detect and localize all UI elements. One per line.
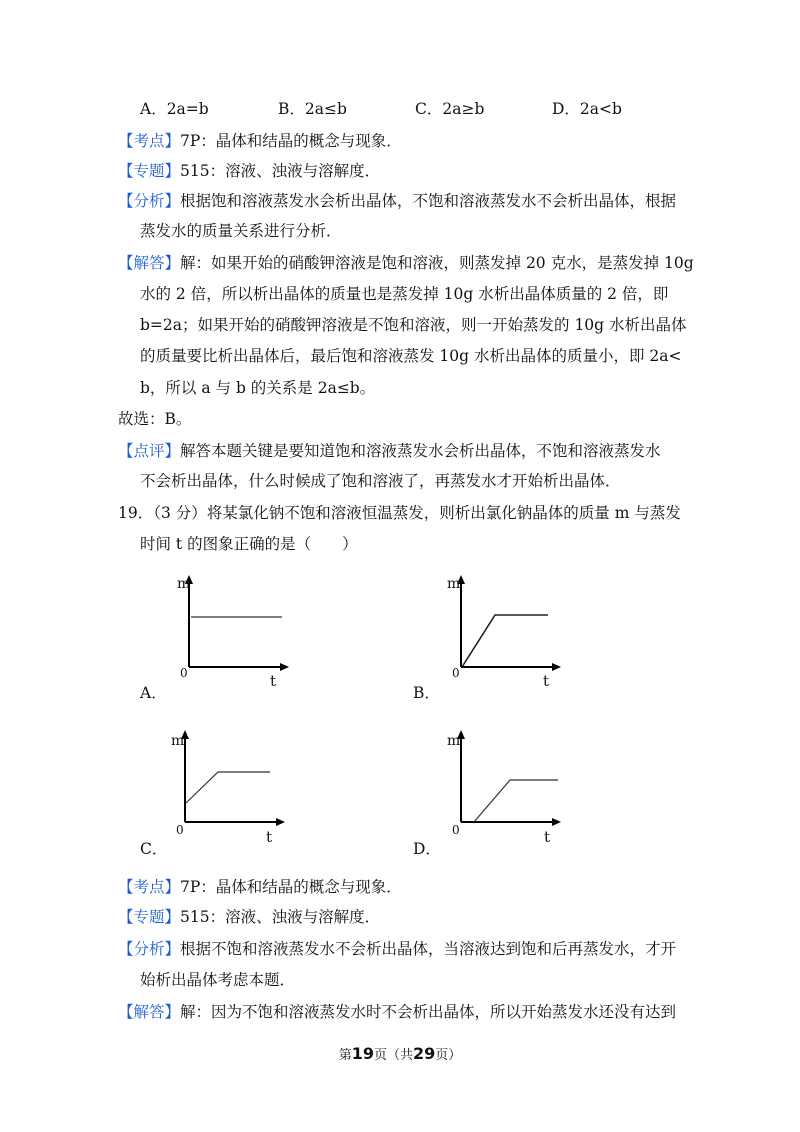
kaodian-row bbox=[118, 130, 402, 152]
graph-c-x-label: t bbox=[266, 828, 273, 846]
graph-d-y-label: m bbox=[447, 733, 461, 749]
q19-stem-line-2: 时间 t 的图象正确的是（ ） bbox=[140, 535, 358, 553]
graph-d-curve bbox=[474, 780, 558, 822]
jieda-row bbox=[118, 252, 694, 274]
fenxi-line-1: 根据饱和溶液蒸发水会析出晶体，不饱和溶液蒸发水不会析出晶体，根据 bbox=[180, 192, 677, 210]
fenxi-row bbox=[118, 190, 676, 212]
q19-jieda-tag: 【解答】 bbox=[118, 1003, 181, 1021]
jieda-line-4: 的质量要比析出晶体后，最后饱和溶液蒸发 10g 水析出晶体的质量小，即 2a< bbox=[140, 347, 682, 365]
q19-zhuanti-tag: 【专题】 bbox=[118, 908, 181, 926]
graph-c-origin: 0 bbox=[176, 823, 184, 837]
graph-b bbox=[452, 575, 572, 675]
graph-d-label: D． bbox=[413, 840, 441, 858]
dianping-row bbox=[118, 440, 661, 462]
jieda-tag: 【解答】 bbox=[118, 254, 181, 272]
graph-a-x-arrow bbox=[280, 663, 289, 671]
graph-d-origin: 0 bbox=[452, 823, 460, 837]
graph-d-x-label: t bbox=[544, 828, 551, 846]
q19-fenxi-tag: 【分析】 bbox=[118, 940, 181, 958]
graph-a-label: A． bbox=[140, 684, 167, 702]
graph-c-label: C． bbox=[140, 840, 168, 858]
graph-b-curve bbox=[462, 615, 548, 667]
dianping-line-1: 解答本题关键是要知道饱和溶液蒸发水会析出晶体，不饱和溶液蒸发水 bbox=[180, 442, 661, 460]
q19-fenxi-row bbox=[118, 938, 676, 960]
jieda-line-2: 水的 2 倍，所以析出晶体的质量也是蒸发掉 10g 水析出晶体质量的 2 倍，即 bbox=[140, 285, 669, 303]
jieda-line-3: b=2a；如果开始的硝酸钾溶液是不饱和溶液，则一开始蒸发的 10g 水析出晶体 bbox=[140, 316, 687, 334]
q19-kaodian-row bbox=[118, 876, 402, 898]
graph-a bbox=[180, 575, 300, 675]
graph-c-curve bbox=[186, 772, 270, 803]
fenxi-tag: 【分析】 bbox=[118, 192, 181, 210]
graph-c bbox=[176, 730, 296, 830]
q19-kaodian-tag: 【考点】 bbox=[118, 878, 181, 896]
option-a: A．2a=b bbox=[140, 100, 209, 118]
option-d: D．2a<b bbox=[552, 100, 622, 118]
graph-b-x-arrow bbox=[552, 663, 561, 671]
kaodian-tag: 【考点】 bbox=[118, 132, 181, 150]
jieda-line-5: b，所以 a 与 b 的关系是 2a≤b。 bbox=[140, 379, 376, 397]
dianping-line-2: 不会析出晶体，什么时候成了饱和溶液了，再蒸发水才开始析出晶体． bbox=[140, 472, 621, 490]
graph-a-x-label: t bbox=[270, 672, 277, 690]
option-c: C．2a≥b bbox=[415, 100, 485, 118]
graph-b-y-label: m bbox=[447, 576, 461, 592]
q19-fenxi-line-2: 始析出晶体考虑本题． bbox=[140, 971, 296, 989]
footer-total-pages: 29 bbox=[413, 1044, 436, 1063]
q19-zhuanti-text: 515：溶液、浊液与溶解度． bbox=[180, 908, 381, 926]
jieda-line-1: 解：如果开始的硝酸钾溶液是饱和溶液，则蒸发掉 20 克水，是蒸发掉 10g bbox=[180, 254, 694, 272]
kaodian-text: 7P：晶体和结晶的概念与现象． bbox=[180, 132, 402, 150]
graph-b-origin: 0 bbox=[452, 666, 460, 680]
footer-mid: 页（共 bbox=[373, 1048, 413, 1063]
graph-c-x-arrow bbox=[276, 818, 285, 826]
page-footer bbox=[0, 1044, 800, 1063]
graph-d-x-arrow bbox=[552, 818, 561, 826]
graph-d bbox=[452, 730, 572, 830]
graph-a-y-label: m bbox=[177, 576, 191, 592]
zhuanti-text: 515：溶液、浊液与溶解度． bbox=[180, 162, 381, 180]
footer-prefix: 第 bbox=[338, 1048, 352, 1063]
dianping-tag: 【点评】 bbox=[118, 442, 181, 460]
graph-b-label: B． bbox=[413, 684, 440, 702]
q19-jieda-line-1: 解：因为不饱和溶液蒸发水时不会析出晶体，所以开始蒸发水还没有达到 bbox=[180, 1003, 677, 1021]
option-b: B．2a≤b bbox=[278, 100, 347, 118]
zhuanti-tag: 【专题】 bbox=[118, 162, 181, 180]
graph-b-x-label: t bbox=[543, 672, 550, 690]
q19-fenxi-line-1: 根据不饱和溶液蒸发水不会析出晶体，当溶液达到饱和后再蒸发水，才开 bbox=[180, 940, 677, 958]
graph-a-origin: 0 bbox=[180, 666, 188, 680]
q19-zhuanti-row bbox=[118, 906, 380, 928]
q19-kaodian-text: 7P：晶体和结晶的概念与现象． bbox=[180, 878, 402, 896]
graph-c-y-label: m bbox=[171, 733, 185, 749]
zhuanti-row bbox=[118, 160, 380, 182]
fenxi-line-2: 蒸发水的质量关系进行分析． bbox=[140, 222, 342, 240]
q19-jieda-row bbox=[118, 1001, 676, 1023]
footer-page-number: 19 bbox=[351, 1044, 374, 1063]
footer-suffix: 页） bbox=[435, 1048, 462, 1063]
answer-choice: 故选：B。 bbox=[118, 410, 192, 428]
q19-stem-line-1: 19．（3 分）将某氯化钠不饱和溶液恒温蒸发，则析出氯化钠晶体的质量 m 与蒸发 bbox=[118, 504, 681, 522]
